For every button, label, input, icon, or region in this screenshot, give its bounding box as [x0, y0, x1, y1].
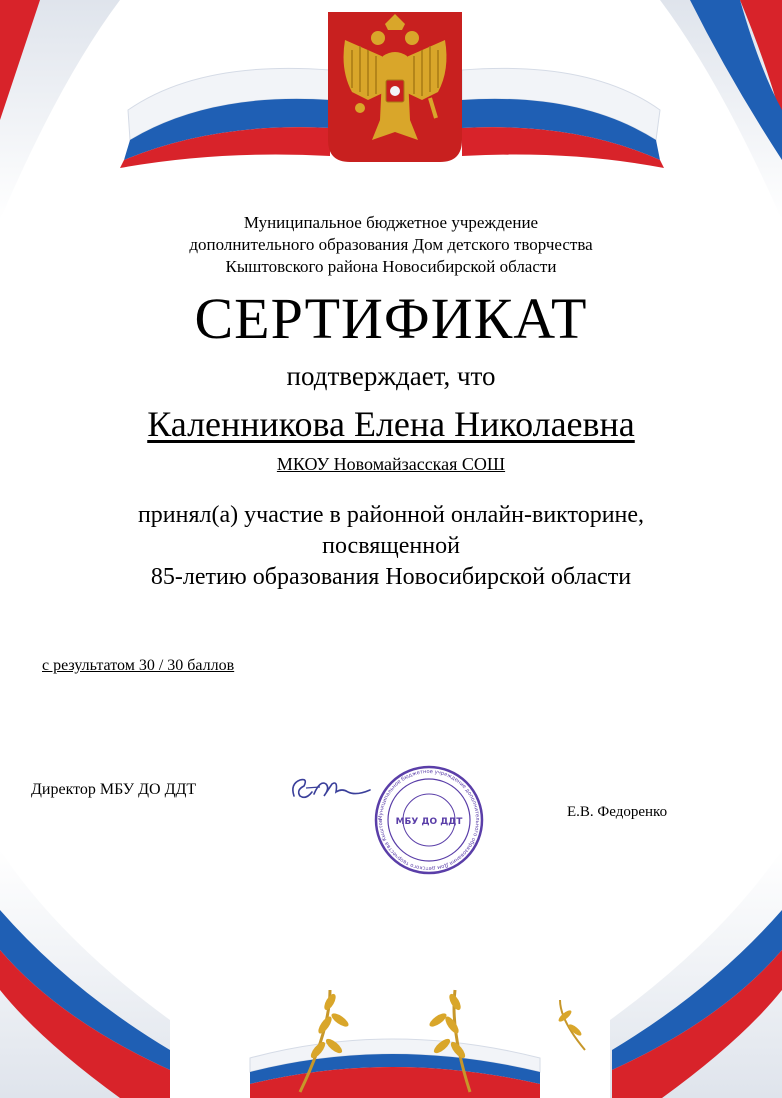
recipient-school: МКОУ Новомайзасская СОШ	[276, 454, 506, 474]
top-flag-ribbons	[0, 0, 782, 240]
certificate-title: СЕРТИФИКАТ	[194, 286, 588, 351]
stamp-ring-text: Муниципальное бюджетное учреждение дополнительного образования Дом детского творчества Кыштов	[377, 768, 481, 872]
body-line-3: 85-летию образования Новосибирской области	[150, 564, 632, 590]
organization-line-2: дополнительного образования Дом детского творчества	[189, 235, 593, 254]
body-line-2: посвященной	[322, 533, 460, 559]
right-flag-ribbon	[462, 68, 664, 168]
left-flag-ribbon	[120, 68, 330, 168]
organization-line-3: Кыштовского района Новосибирской области	[225, 257, 557, 276]
handwritten-signature	[286, 770, 376, 810]
recipient-name: Каленникова Елена Николаевна	[147, 404, 635, 444]
result-text: с результатом 30 / 30 баллов	[42, 657, 235, 674]
stamp-center-text: МБУ ДО ДДТ	[395, 817, 463, 827]
signatory-position: Директор МБУ ДО ДДТ	[31, 781, 197, 798]
bottom-center-ribbon	[250, 1039, 540, 1098]
organization-line-1: Муниципальное бюджетное учреждение	[243, 213, 539, 232]
confirms-text: подтверждает, что	[286, 361, 496, 391]
signatory-name: Е.В. Федоренко	[567, 804, 668, 820]
body-line-1: принял(а) участие в районной онлайн-викторине,	[137, 502, 645, 528]
official-stamp	[373, 764, 485, 876]
coat-of-arms-icon	[328, 12, 462, 162]
